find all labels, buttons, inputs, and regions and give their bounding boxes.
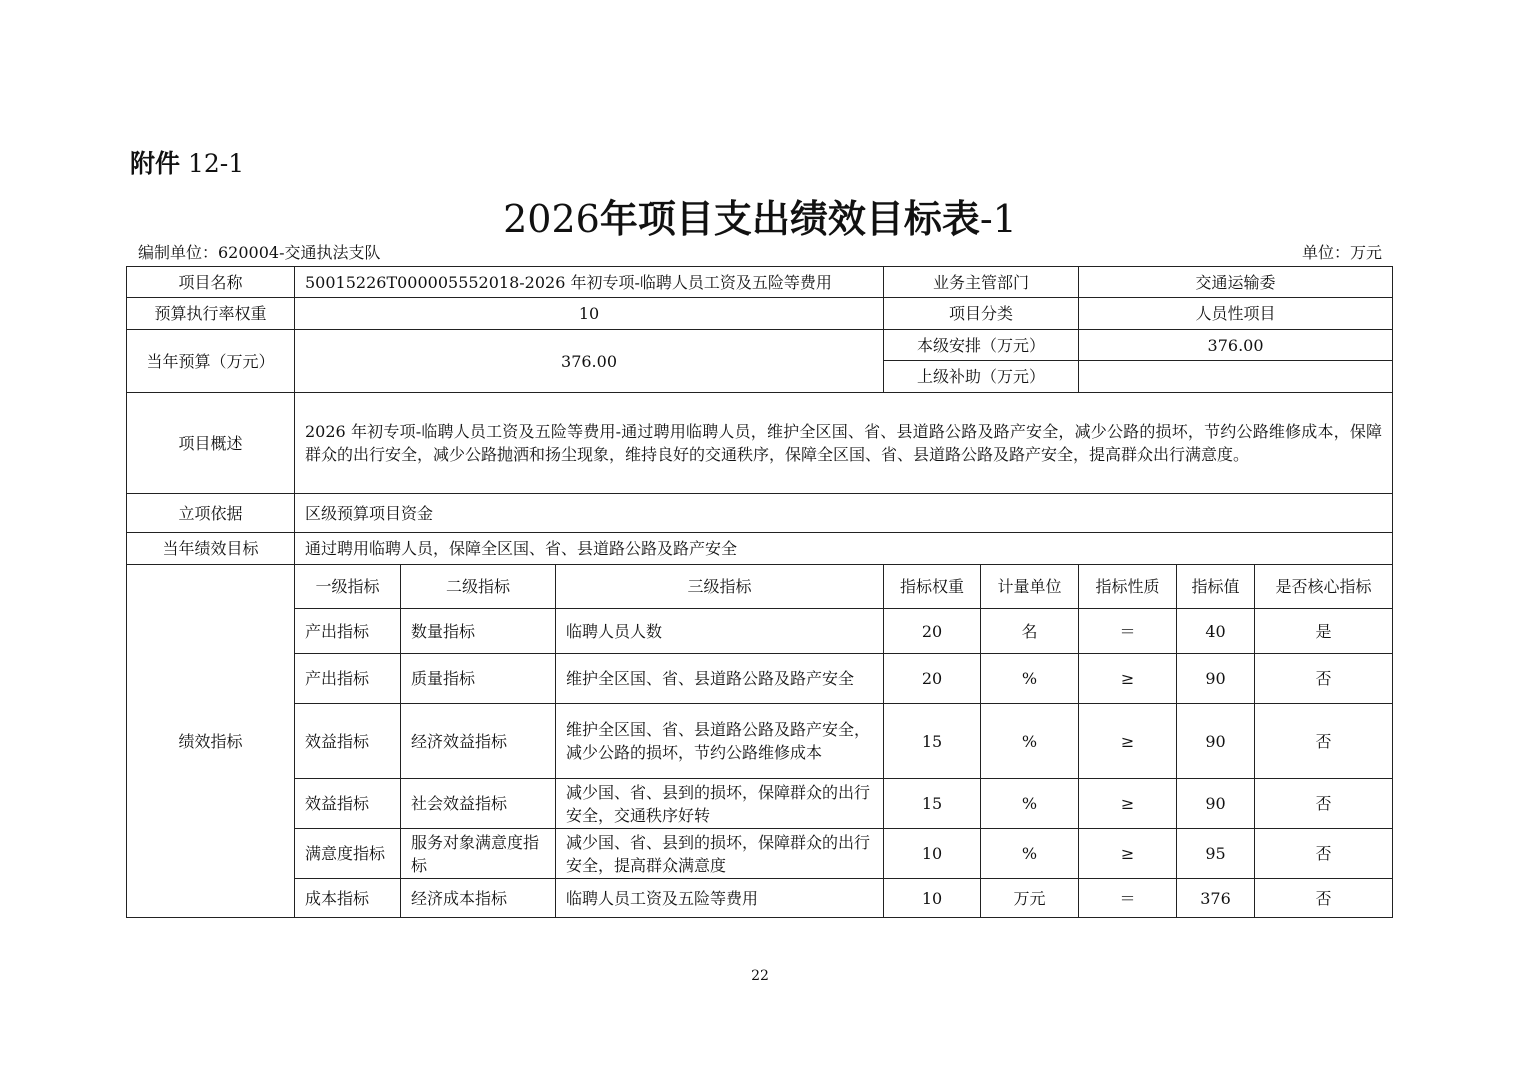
cell-core: 否 [1255,654,1393,704]
cell-l2: 数量指标 [401,609,556,654]
header-unit: 计量单位 [981,565,1079,609]
currency-unit: 单位：万元 [1301,243,1382,262]
basis-label: 立项依据 [127,494,295,533]
cell-l2: 质量指标 [401,654,556,704]
cell-l3: 维护全区国、省、县道路公路及路产安全，减少公路的损坏，节约公路维修成本 [556,704,884,779]
table-row [127,779,1393,829]
cell-unit: 名 [981,609,1079,654]
attachment-number: 12-1 [180,149,245,178]
basis-value: 区级预算项目资金 [295,494,1393,533]
cell-l3: 减少国、省、县到的损坏，保障群众的出行安全，交通秩序好转 [556,779,884,829]
cell-value: 90 [1177,654,1255,704]
meta-row [138,240,1382,263]
cell-weight: 20 [884,609,981,654]
row-budget-local [127,330,1393,361]
table-row [127,609,1393,654]
header-core: 是否核心指标 [1255,565,1393,609]
cell-l2: 服务对象满意度指标 [401,829,556,879]
cell-weight: 20 [884,654,981,704]
title-suffix: -1 [979,197,1017,241]
cell-nature: ≥ [1079,654,1177,704]
cell-weight: 15 [884,704,981,779]
cell-unit: % [981,704,1079,779]
cell-value: 90 [1177,779,1255,829]
cell-unit: % [981,779,1079,829]
overview-label: 项目概述 [127,393,295,494]
cell-core: 否 [1255,704,1393,779]
cell-nature: ≥ [1079,704,1177,779]
cell-weight: 15 [884,779,981,829]
indicators-section-label: 绩效指标 [127,565,295,918]
compiler-unit: 编制单位：620004-交通执法支队 [138,243,381,262]
cell-l1: 产出指标 [295,654,401,704]
page-title [0,188,1520,243]
row-goal [127,533,1393,565]
upper-label: 上级补助（万元） [884,361,1079,393]
performance-table [126,266,1393,918]
row-weight [127,298,1393,330]
cell-weight: 10 [884,879,981,918]
title-main: 年项目支出绩效目标表 [599,197,980,241]
header-weight: 指标权重 [884,565,981,609]
cell-l1: 满意度指标 [295,829,401,879]
cell-nature: ≥ [1079,829,1177,879]
cell-core: 否 [1255,779,1393,829]
cell-l1: 效益指标 [295,704,401,779]
cell-value: 95 [1177,829,1255,879]
row-basis [127,494,1393,533]
cell-nature: ＝ [1079,879,1177,918]
weight-label: 预算执行率权重 [127,298,295,330]
cell-unit: % [981,654,1079,704]
dept-label: 业务主管部门 [884,267,1079,298]
table-row [127,879,1393,918]
cell-weight: 10 [884,829,981,879]
cell-l3: 临聘人员工资及五险等费用 [556,879,884,918]
cell-l3: 维护全区国、省、县道路公路及路产安全 [556,654,884,704]
local-value: 376.00 [1079,330,1393,361]
cell-nature: ≥ [1079,779,1177,829]
header-l1: 一级指标 [295,565,401,609]
cell-l1: 成本指标 [295,879,401,918]
goal-value: 通过聘用临聘人员，保障全区国、省、县道路公路及路产安全 [295,533,1393,565]
budget-value: 376.00 [295,330,884,393]
title-year: 2026 [503,197,600,241]
header-value: 指标值 [1177,565,1255,609]
cell-l2: 经济成本指标 [401,879,556,918]
header-nature: 指标性质 [1079,565,1177,609]
cell-l3: 减少国、省、县到的损坏，保障群众的出行安全，提高群众满意度 [556,829,884,879]
header-l2: 二级指标 [401,565,556,609]
cell-core: 是 [1255,609,1393,654]
cell-l2: 社会效益指标 [401,779,556,829]
page-number: 22 [751,968,769,984]
budget-label: 当年预算（万元） [127,330,295,393]
cell-value: 376 [1177,879,1255,918]
table-row [127,704,1393,779]
goal-label: 当年绩效目标 [127,533,295,565]
cell-unit: 万元 [981,879,1079,918]
project-name-label: 项目名称 [127,267,295,298]
row-project-name [127,267,1393,298]
dept-value: 交通运输委 [1079,267,1393,298]
cell-value: 90 [1177,704,1255,779]
overview-value: 2026 年初专项-临聘人员工资及五险等费用-通过聘用临聘人员，维护全区国、省、县道路公路及路产安全，减少公路的损坏，节约公路维修成本，保障群众的出行安全，减少公路抛洒和扬尘现象，维持良好的交通秩序，保障全区国、省、县道路公路及路产安全，提高群众出行满意度。 [295,393,1393,494]
cell-l1: 效益指标 [295,779,401,829]
weight-value: 10 [295,298,884,330]
attachment-bold: 附件 [130,149,181,178]
cell-l2: 经济效益指标 [401,704,556,779]
row-overview [127,393,1393,494]
category-value: 人员性项目 [1079,298,1393,330]
cell-nature: ＝ [1079,609,1177,654]
table-row [127,829,1393,879]
cell-l1: 产出指标 [295,609,401,654]
table-row [127,654,1393,704]
indicator-header-row [127,565,1393,609]
upper-value [1079,361,1393,393]
cell-value: 40 [1177,609,1255,654]
cell-unit: % [981,829,1079,879]
cell-core: 否 [1255,829,1393,879]
cell-l3: 临聘人员人数 [556,609,884,654]
header-l3: 三级指标 [556,565,884,609]
category-label: 项目分类 [884,298,1079,330]
project-name-value: 50015226T000005552018-2026 年初专项-临聘人员工资及五险等费用 [295,267,884,298]
attachment-label [130,144,244,180]
cell-core: 否 [1255,879,1393,918]
local-label: 本级安排（万元） [884,330,1079,361]
